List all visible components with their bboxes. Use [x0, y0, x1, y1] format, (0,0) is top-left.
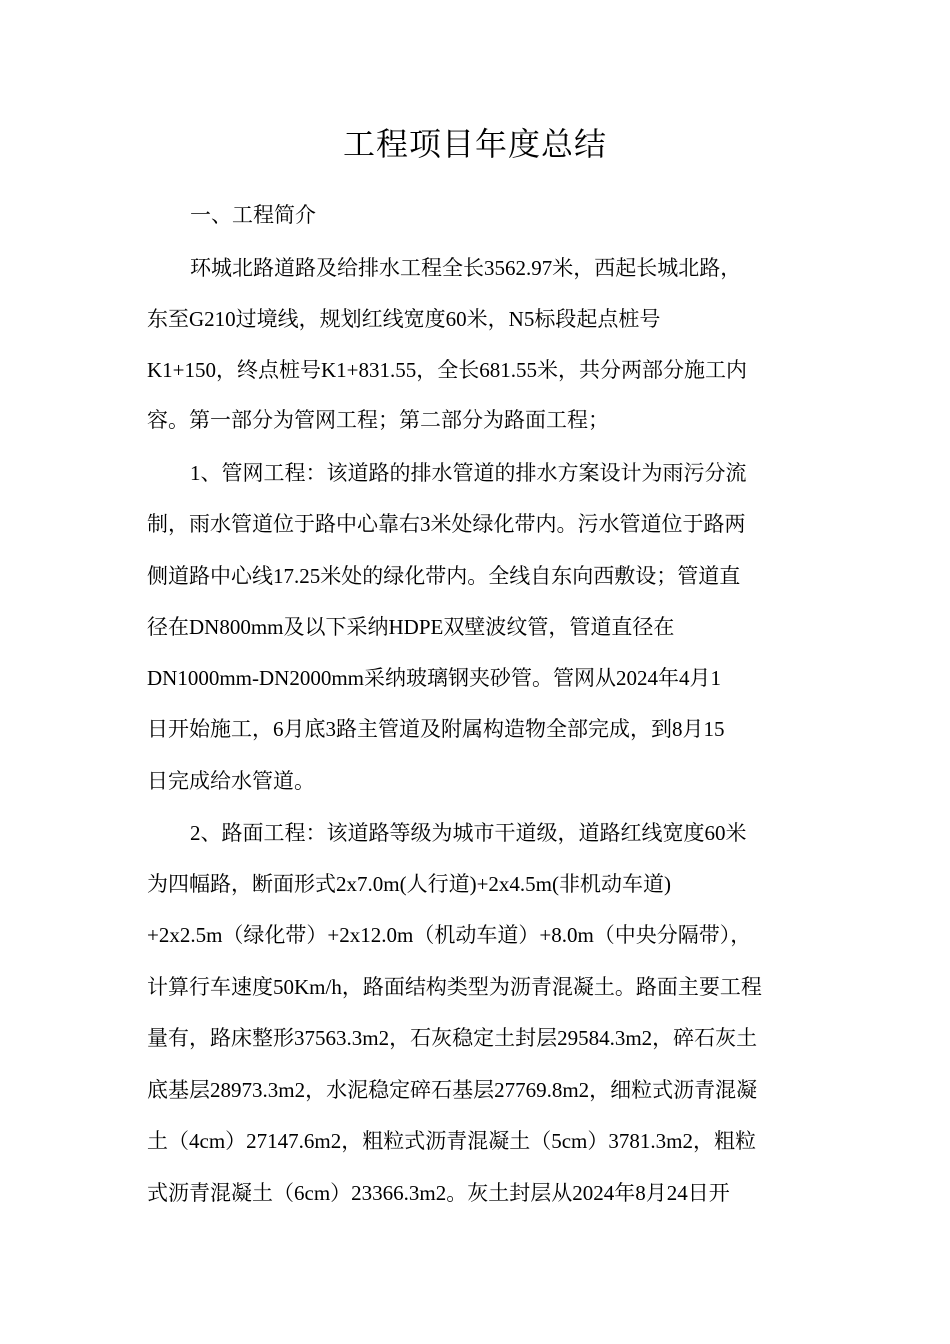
text-line: 东至G210过境线，规划红线宽度60米，N5标段起点桩号 [147, 307, 661, 331]
text-line: 制，雨水管道位于路中心靠右3米处绿化带内。污水管道位于路两 [147, 512, 746, 536]
text-line: DN1000mm-DN2000mm采纳玻璃钢夹砂管。管网从2024年4月1 [147, 666, 721, 690]
text-line: 量有，路床整形37563.3m2，石灰稳定土封层29584.3m2，碎石灰土 [147, 1026, 758, 1050]
text-line: K1+150，终点桩号K1+831.55，全长681.55米，共分两部分施工内 [147, 358, 748, 382]
section-heading: 一、工程简介 [190, 203, 316, 227]
text-line: 土（4cm）27147.6m2，粗粒式沥青混凝土（5cm）3781.3m2，粗粒 [147, 1129, 756, 1153]
text-line: 1、管网工程：该道路的排水管道的排水方案设计为雨污分流 [190, 461, 747, 485]
text-line: +2x2.5m（绿化带）+2x12.0m（机动车道）+8.0m（中央分隔带）， [147, 923, 752, 947]
text-line: 侧道路中心线17.25米处的绿化带内。全线自东向西敷设；管道直 [147, 564, 741, 588]
text-line: 径在DN800mm及以下采纳HDPE双壁波纹管，管道直径在 [147, 615, 675, 639]
text-line: 底基层28973.3m2，水泥稳定碎石基层27769.8m2，细粒式沥青混凝 [147, 1078, 758, 1102]
text-line: 环城北路道路及给排水工程全长3562.97米，西起长城北路， [190, 256, 742, 280]
text-line: 式沥青混凝土（6cm）23366.3m2。灰土封层从2024年8月24日开 [147, 1181, 730, 1205]
text-line: 计算行车速度50Km/h，路面结构类型为沥青混凝土。路面主要工程 [147, 975, 762, 999]
text-line: 2、路面工程：该道路等级为城市干道级，道路红线宽度60米 [190, 821, 747, 845]
document-title: 工程项目年度总结 [342, 126, 607, 162]
text-line: 容。第一部分为管网工程；第二部分为路面工程； [147, 408, 609, 432]
text-line: 日开始施工，6月底3路主管道及附属构造物全部完成，到8月15 [147, 717, 725, 741]
text-line: 日完成给水管道。 [147, 769, 315, 793]
text-line: 为四幅路，断面形式2x7.0m(人行道)+2x4.5m(非机动车道) [147, 872, 671, 896]
